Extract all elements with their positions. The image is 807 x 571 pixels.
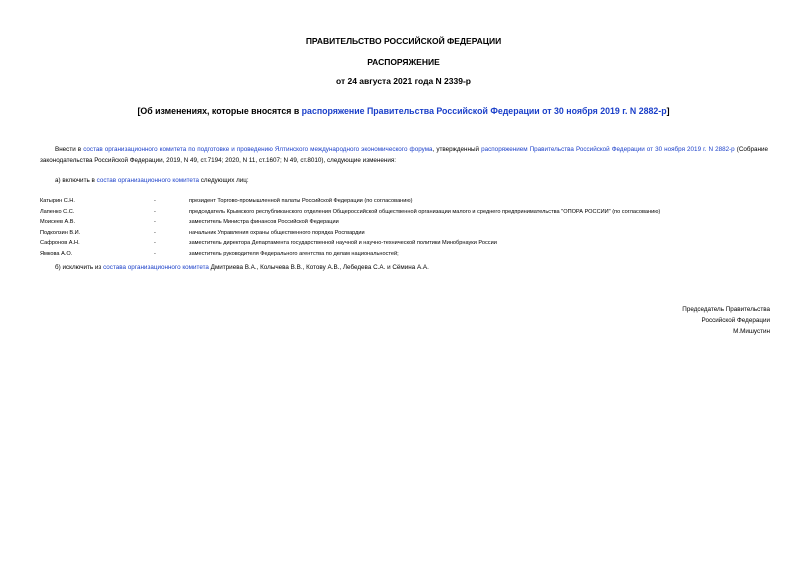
document-date-number: от 24 августа 2021 года N 2339-р xyxy=(335,76,471,86)
member-name: Подколзин В.И. xyxy=(40,229,81,236)
p1-text-mid: , утвержденный xyxy=(432,146,482,153)
document-title xyxy=(0,106,807,116)
title-link-decree-2882[interactable]: распоряжение Правительства Российской Федерации от 30 ноября 2019 г. N 2882-р xyxy=(301,106,667,116)
paragraph-intro xyxy=(40,144,768,166)
signature-title: Председатель Правительства xyxy=(682,306,770,313)
member-dash: - xyxy=(154,198,156,204)
member-dash: - xyxy=(154,229,156,236)
link-committee-exclude[interactable]: состава организационного комитета xyxy=(103,264,209,271)
title-prefix: [Об изменениях, которые вносятся в xyxy=(137,106,302,116)
member-dash: - xyxy=(154,208,156,215)
table-row xyxy=(40,238,660,249)
member-name: Сафронов А.Н. xyxy=(40,240,80,246)
paragraph-exclude xyxy=(55,262,429,273)
signature-block xyxy=(620,304,770,337)
member-name: Ямкова А.О. xyxy=(40,250,73,257)
member-dash: - xyxy=(154,250,156,257)
table-row xyxy=(40,249,660,260)
table-row xyxy=(40,228,660,239)
member-dash: - xyxy=(154,219,156,225)
p1-text-start: Внести в xyxy=(55,146,84,153)
member-position: председатель Крымского республиканского отделения Общероссийской общественной организации малого и среднего предпринимательства "ОПОРА РОССИИ" (по согласованию) xyxy=(189,208,661,215)
table-row xyxy=(40,196,660,207)
link-decree-2882[interactable]: распоряжением Правительства Российской Федерации от 30 ноября 2019 г. N 2882-р xyxy=(481,146,735,153)
document-type: РАСПОРЯЖЕНИЕ xyxy=(367,57,440,67)
p2-text-start: а) включить в xyxy=(55,177,97,184)
member-dash: - xyxy=(154,240,156,246)
member-name: Моисеев А.В. xyxy=(40,219,76,225)
members-table xyxy=(40,196,660,259)
government-heading: ПРАВИТЕЛЬСТВО РОССИЙСКОЙ ФЕДЕРАЦИИ xyxy=(305,36,502,46)
member-position: начальник Управления охраны общественного порядка Росгвардии xyxy=(189,229,365,236)
member-name: Катырин С.Н. xyxy=(40,198,75,204)
signature-name: М.Мишустин xyxy=(733,328,770,335)
member-name: Лапенко С.С. xyxy=(40,208,75,215)
member-position: заместитель директора Департамента государственной научной и научно-технической политики Минобрнауки России xyxy=(189,240,497,246)
p2-text-end: следующих лиц: xyxy=(199,177,249,184)
p3-text-start: б) исключить из xyxy=(55,264,104,271)
member-position: заместитель Министра финансов Российской Федерации xyxy=(189,219,339,225)
link-committee-include[interactable]: состав организационного комитета xyxy=(96,177,200,184)
paragraph-include xyxy=(55,175,249,186)
p3-text-end: Дмитриева В.А., Колычева В.В., Котову А.В., Лебедева С.А. и Сёмина А.А. xyxy=(208,264,429,271)
title-suffix: ] xyxy=(666,106,670,116)
signature-country: Российской Федерации xyxy=(701,317,770,324)
member-position: президент Торгово-промышленной палаты Российской Федерации (по согласованию) xyxy=(189,198,413,204)
member-position: заместитель руководителя Федерального агентства по делам национальностей; xyxy=(189,250,399,257)
table-row xyxy=(40,217,660,228)
table-row xyxy=(40,207,660,218)
link-committee-composition[interactable]: состав организационного комитета по подготовке и проведению Ялтинского международного экономического форума xyxy=(83,146,433,153)
p1-text-end: (Собрание законодательства Российской Федерации, 2019, N 49, ст.7194; 2020, N 11, ст.1607; N 49, ст.8010), следующие изменения: xyxy=(40,146,769,164)
